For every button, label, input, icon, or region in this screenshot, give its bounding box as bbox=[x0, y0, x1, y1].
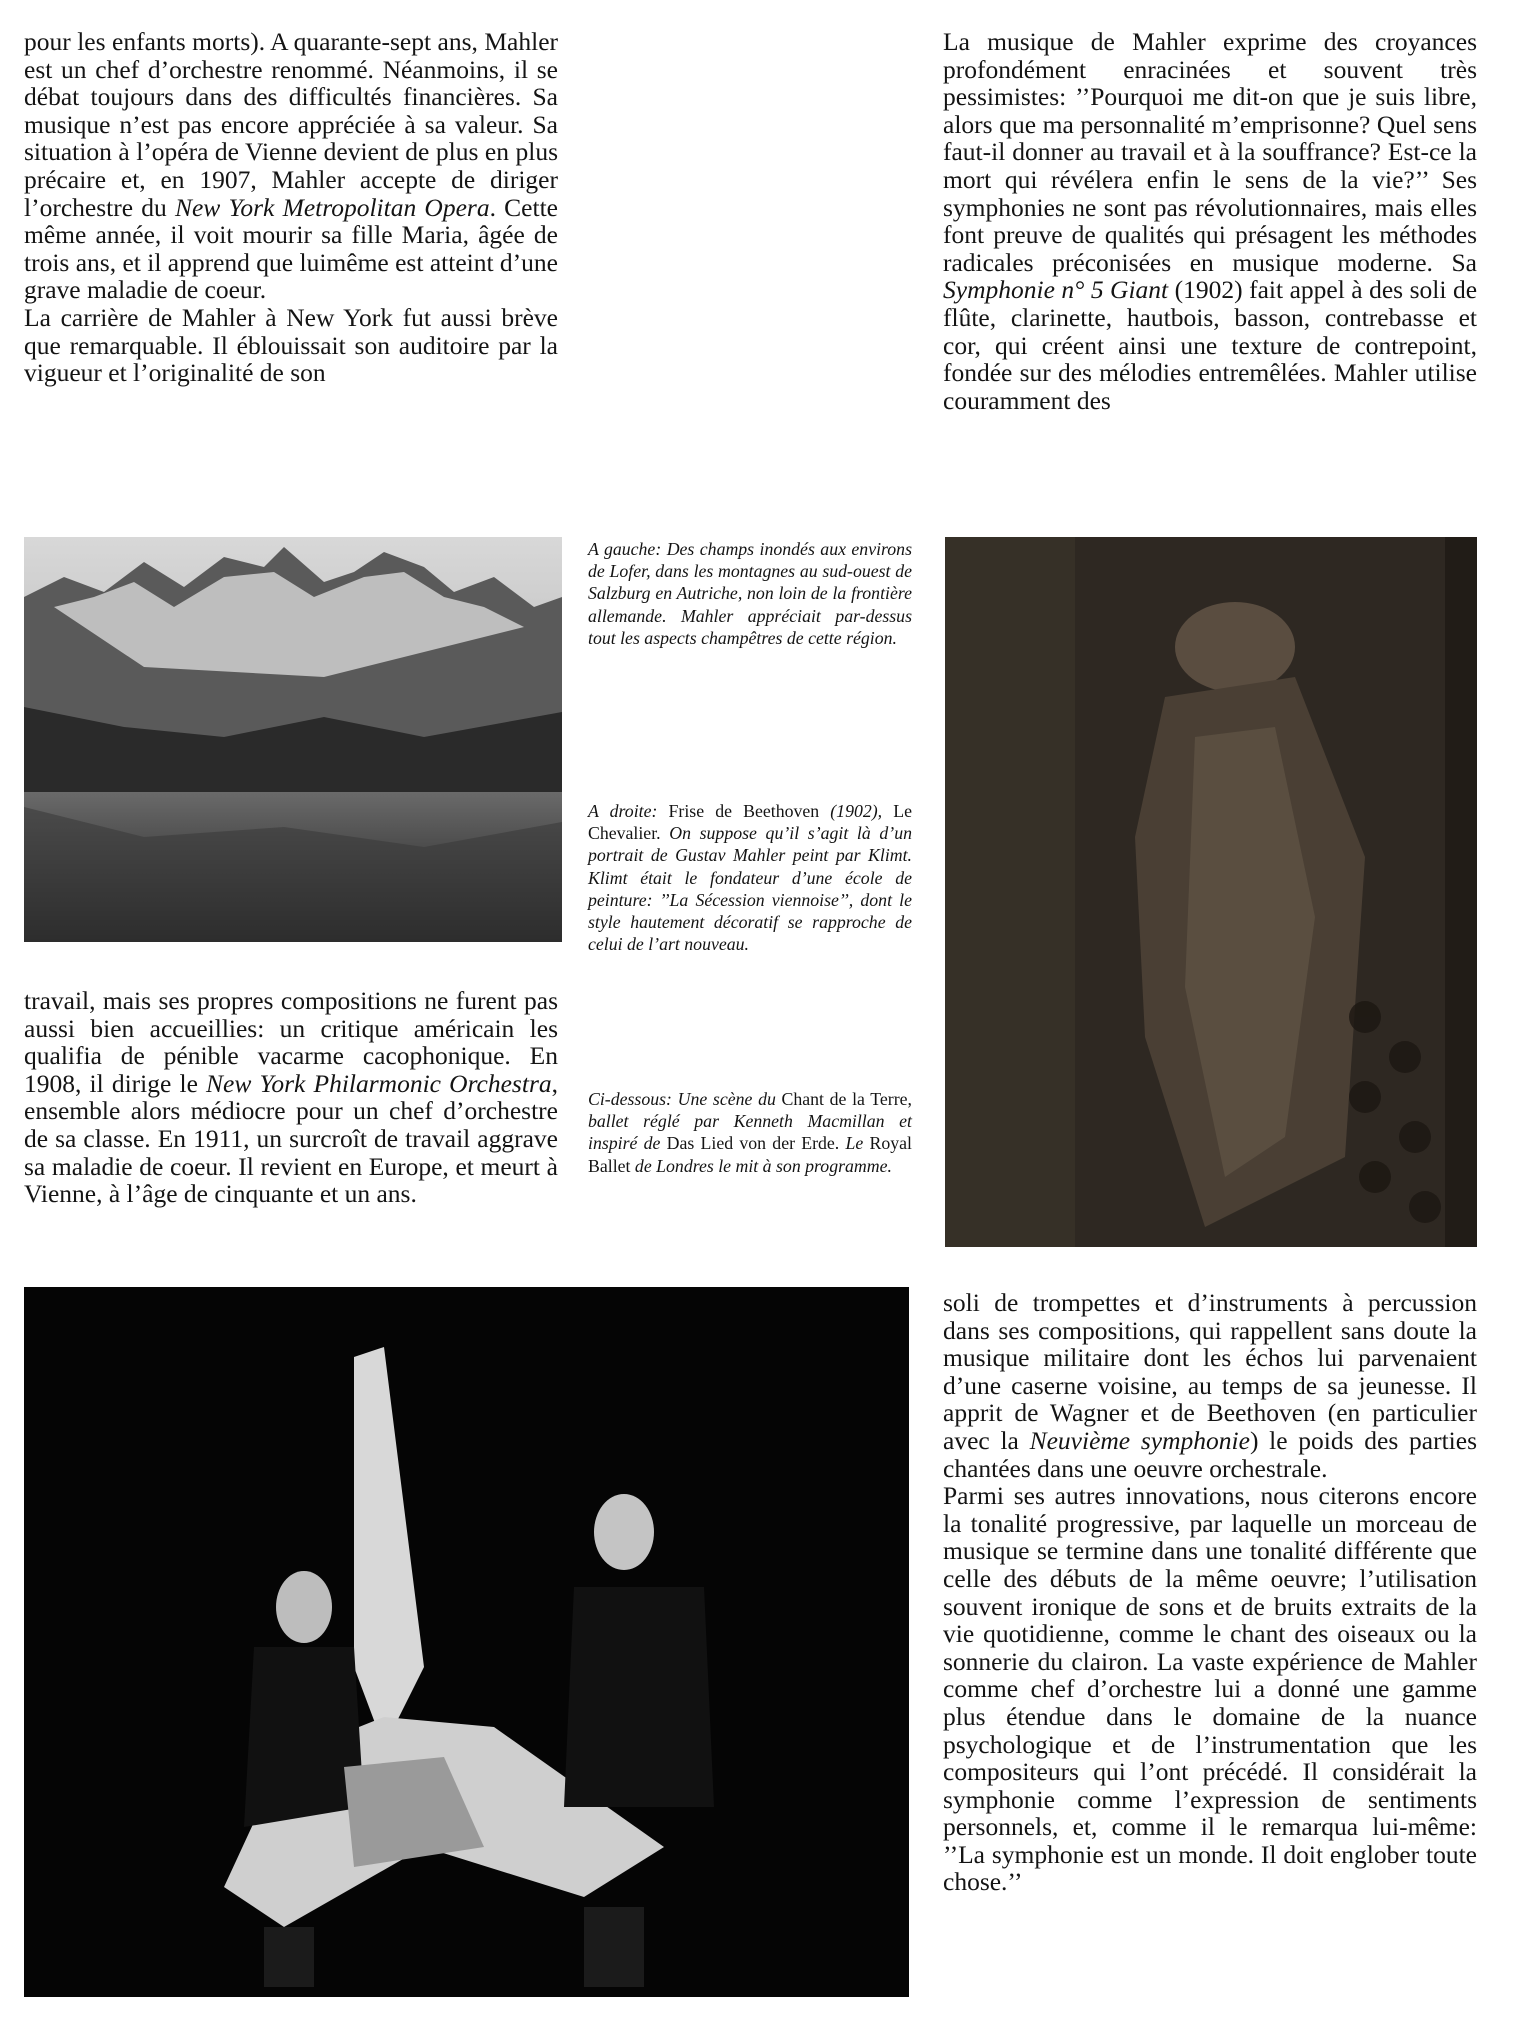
paragraph: Parmi ses autres innovations, nous citerons encore la tonalité progressive, par laquelle un morceau de musique se termine dans une tonalité différente que celle des débuts de la même oeuvre; l’utilisation souvent ironique de sons et de bruits extraits de la vie quotidienne, comme le chant des oiseaux ou la sonnerie du clairon. La vaste expérience de Mahler comme chef d’orchestre lui a donné une gamme plus étendue dans le domaine de la nuance psychologique et de l’instrumentation que les compositeurs qui l’ont précédé. Il considérait la symphonie comme l’expression de sentiments personnels, et, comme il le remarqua lui-même: ’’La symphonie est un monde. Il doit englober toute chose.’’ bbox=[943, 1481, 1477, 1897]
paragraph: La musique de Mahler exprime des croyances profondément enracinées et souvent très pessimistes: ’’Pourquoi me dit-on que je suis libre, alors que ma personnalité m’emprisonne? Quel sens faut-il donner au travail et à la souffrance? Est-ce la mort qui révélera enfin le sens de la vie?’’ Ses symphonies ne sont pas révolutionnaires, mais elles font preuve de qualités qui présagent les méthodes radicales préconisées en musique moderne. Sa Symphonie n° 5 Giant (1902) fait appel à des soli de flûte, clarinette, hautbois, basson, contrebasse et cor, qui créent ainsi une texture de contrepoint, fondée sur des mélodies entremêlées. Mahler utilise couramment des bbox=[943, 27, 1478, 415]
text-column-right-bottom bbox=[943, 1289, 1477, 1896]
caption-text: A droite: Frise de Beethoven (1902), Le Chevalier. On suppose qu’il s’agit là d’un portrait de Gustav Mahler peint par Klimt. Klimt était le fondateur d’une école de peinture: ’’La Sécession viennoise’’, dont le style hautement décoratif se rapproche de celui de l’art nouveau. bbox=[588, 801, 912, 955]
mountain-lake-photo bbox=[24, 537, 562, 942]
paragraph: La carrière de Mahler à New York fut aussi brève que remarquable. Il éblouissait son auditoire par la vigueur et l’originalité de son bbox=[24, 302, 558, 388]
mountain-lake-image bbox=[24, 537, 562, 942]
caption-below bbox=[588, 1088, 912, 1177]
caption-left bbox=[588, 538, 912, 649]
caption-right bbox=[588, 800, 912, 955]
caption-text: Ci-dessous: Une scène du Chant de la Terre, ballet réglé par Kenneth Macmillan et inspiré de Das Lied von der Erde. Le Royal Ballet de Londres le mit à son programme. bbox=[588, 1089, 912, 1176]
paragraph: soli de trompettes et d’instruments à percussion dans ses compositions, qui rappellent sans doute la musique militaire dont les échos lui parvenaient d’une caserne voisine, au temps de sa jeunesse. Il apprit de Wagner et de Beethoven (en particulier avec la Neuvième symphonie) le poids des parties chantées dans une oeuvre orchestrale. bbox=[943, 1288, 1478, 1483]
paragraph: pour les enfants morts). A quarante-sept ans, Mahler est un chef d’orchestre renommé. Néanmoins, il se débat toujours dans des difficultés financières. Sa musique n’est pas encore appréciée à sa valeur. Sa situation à l’opéra de Vienne devient de plus en plus précaire et, en 1907, Mahler accepte de diriger l’orchestre du New York Metropolitan Opera. Cette même année, il voit mourir sa fille Maria, âgée de trois ans, et il apprend que luimême est atteint d’une grave maladie de coeur. bbox=[24, 27, 558, 305]
klimt-frieze-photo bbox=[945, 537, 1477, 1247]
caption-text: A gauche: Des champs inondés aux environs de Lofer, dans les montagnes au sud-ouest de Salzburg en Autriche, non loin de la frontière allemande. Mahler appréciait par-dessus tout les aspects champêtres de cette région. bbox=[588, 539, 912, 648]
ballet-scene-photo bbox=[24, 1287, 909, 1997]
klimt-frieze-image bbox=[945, 537, 1477, 1247]
text-column-left-mid bbox=[24, 987, 558, 1208]
paragraph: travail, mais ses propres compositions ne furent pas aussi bien accueillies: un critique américain les qualifia de pénible vacarme cacophonique. En 1908, il dirige le New York Philarmonic Orchestra, ensemble alors médiocre pour un chef d’orchestre de sa classe. En 1911, un surcroît de travail aggrave sa maladie de coeur. Il revient en Europe, et meurt à Vienne, à l’âge de cinquante et un ans. bbox=[24, 986, 558, 1209]
text-column-right-top bbox=[943, 28, 1477, 414]
ballet-scene-image bbox=[24, 1287, 909, 1997]
text-column-left-top bbox=[24, 28, 558, 387]
